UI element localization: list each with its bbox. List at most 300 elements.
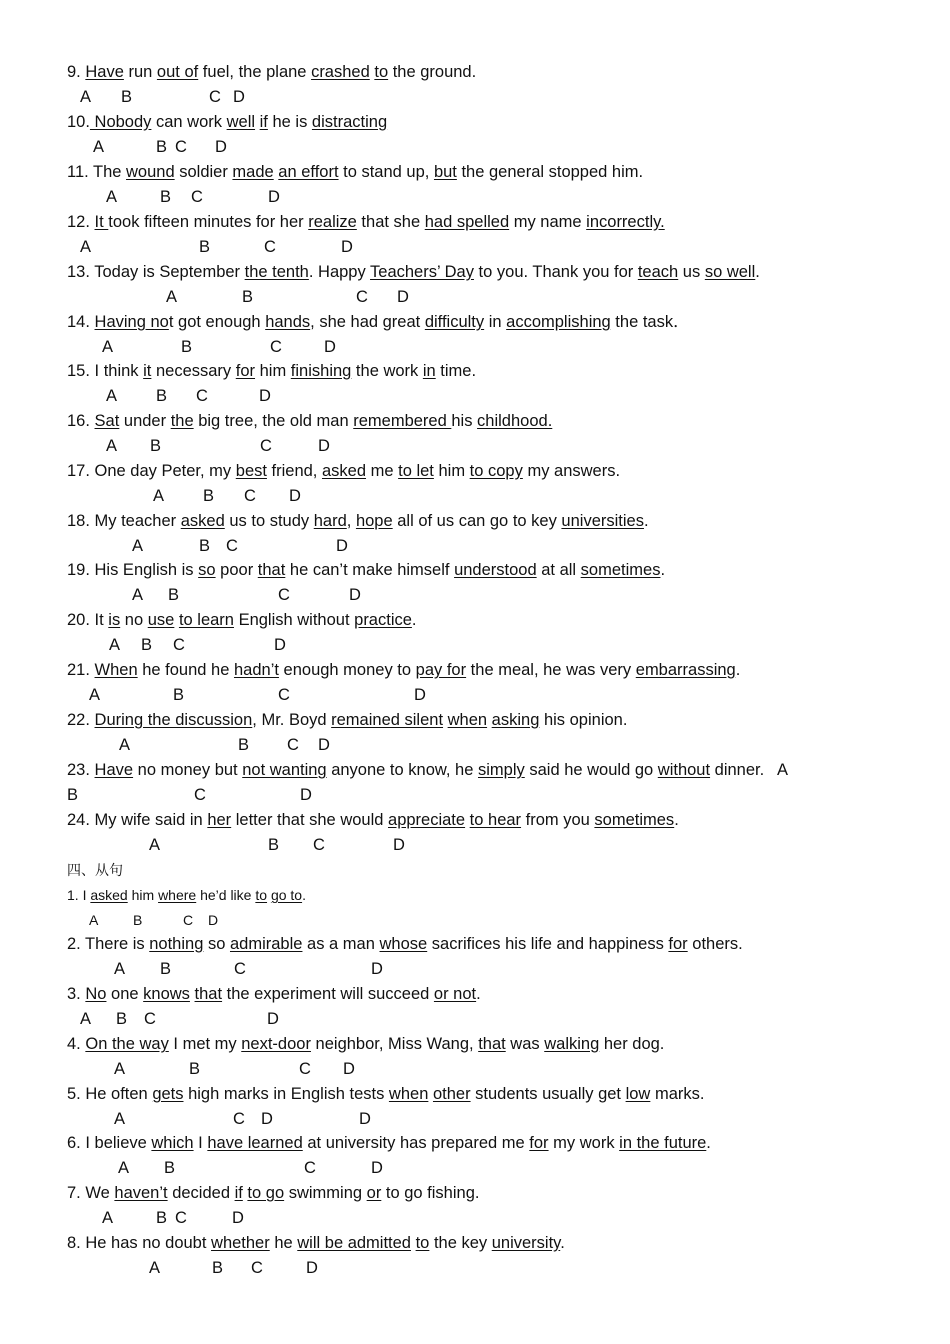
underlined-option: if xyxy=(234,1184,243,1202)
underlined-option: to learn xyxy=(178,611,234,629)
sentence-text: 10. xyxy=(67,113,90,131)
sentence-text: 2. There is xyxy=(67,935,150,953)
underlined-option: next-door xyxy=(241,1035,311,1053)
underlined-option: in the future xyxy=(619,1134,707,1152)
option-letter: C xyxy=(175,138,187,156)
question-a-sentence xyxy=(67,361,476,381)
underlined-option: if xyxy=(259,113,268,131)
option-letter: C xyxy=(175,1209,187,1227)
question-a-sentence xyxy=(67,660,740,680)
sentence-text: 23. xyxy=(67,761,95,779)
sentence-text: from you xyxy=(521,811,595,829)
underlined-option: but xyxy=(433,163,457,181)
option-letter: D xyxy=(232,1209,244,1227)
sentence-text: others. xyxy=(687,935,743,953)
option-letter: C xyxy=(270,338,282,356)
underlined-option: understood xyxy=(454,561,537,579)
sentence-text: me xyxy=(366,462,399,480)
underlined-option: Have xyxy=(85,63,124,81)
option-letter: C xyxy=(196,387,208,405)
option-letter: B xyxy=(268,836,280,854)
underlined-option: her xyxy=(207,811,232,829)
sentence-text: marks. xyxy=(650,1085,705,1103)
sentence-text: 16. xyxy=(67,412,95,430)
underlined-option: is xyxy=(108,611,121,629)
question-b-sentence xyxy=(67,934,743,954)
option-letter: D xyxy=(349,586,361,604)
sentence-text: he can’t make himself xyxy=(285,561,455,579)
option-letter: C xyxy=(299,1060,311,1078)
option-letter: D xyxy=(371,960,383,978)
sentence-text: him xyxy=(433,462,470,480)
option-letter: D xyxy=(289,487,301,505)
option-letter: B xyxy=(133,912,143,928)
underlined-option: admirable xyxy=(229,935,303,953)
sentence-text: he xyxy=(269,1234,298,1252)
underlined-option: gets xyxy=(152,1085,184,1103)
sentence-text: took fifteen minutes for her xyxy=(108,213,309,231)
option-letter: B xyxy=(164,1159,176,1177)
underlined-option: when xyxy=(447,711,488,729)
sentence-text: no xyxy=(120,611,148,629)
underlined-option: Teachers’ Day xyxy=(370,263,474,281)
underlined-option: that xyxy=(194,985,223,1003)
underlined-option: No xyxy=(85,985,107,1003)
question-a-sentence xyxy=(67,810,679,830)
sentence-text: so xyxy=(203,935,230,953)
sentence-text: her dog. xyxy=(599,1035,665,1053)
option-letter: B xyxy=(160,188,172,206)
underlined-option: whose xyxy=(379,935,428,953)
sentence-text: , she had great xyxy=(310,313,425,331)
sentence-text: enough money to xyxy=(278,661,416,679)
underlined-option: which xyxy=(151,1134,194,1152)
sentence-text: that she xyxy=(356,213,425,231)
option-letter: A xyxy=(106,188,118,206)
sentence-text: in xyxy=(484,313,507,331)
question-b-sentence xyxy=(67,1084,704,1104)
sentence-text: soldier xyxy=(174,163,233,181)
sentence-text: 13. Today is September xyxy=(67,263,245,281)
underlined-option: not wanting xyxy=(242,761,327,779)
underlined-option: in xyxy=(422,362,436,380)
sentence-text: , xyxy=(346,512,356,530)
option-letter: C xyxy=(356,288,368,306)
sentence-text: 24. My wife said in xyxy=(67,811,208,829)
underlined-option: to hear xyxy=(469,811,522,829)
sentence-text: us to study xyxy=(224,512,314,530)
underlined-option: remembered xyxy=(353,412,452,430)
underlined-option: to xyxy=(374,63,389,81)
option-letter: A xyxy=(114,1060,126,1078)
sentence-text: 6. I believe xyxy=(67,1134,152,1152)
underlined-option: made xyxy=(232,163,274,181)
option-letter: B xyxy=(242,288,254,306)
option-letter: A xyxy=(149,836,161,854)
underlined-option: nothing xyxy=(149,935,204,953)
question-a-sentence xyxy=(67,162,643,182)
sentence-text: 8. He has no doubt xyxy=(67,1234,212,1252)
underlined-option: practice xyxy=(354,611,412,629)
option-letter: B xyxy=(116,1010,128,1028)
option-letter: D xyxy=(324,338,336,356)
question-a-sentence xyxy=(67,511,649,531)
sentence-text: he’d like xyxy=(196,887,256,903)
sentence-text: one xyxy=(106,985,144,1003)
underlined-option: asked xyxy=(321,462,367,480)
sentence-text: fuel, the plane xyxy=(198,63,312,81)
question-b-sentence xyxy=(67,1133,711,1153)
underlined-option: well xyxy=(226,113,256,131)
sentence-text: under xyxy=(119,412,171,430)
sentence-text: letter that she would xyxy=(231,811,389,829)
option-letter: D xyxy=(397,288,409,306)
underlined-option: teach xyxy=(637,263,679,281)
sentence-text: friend, xyxy=(266,462,322,480)
option-letter: B xyxy=(238,736,250,754)
sentence-text: 9. xyxy=(67,63,86,81)
option-letter: D xyxy=(306,1259,318,1277)
option-letter: C xyxy=(304,1159,316,1177)
sentence-text: , Mr. Boyd xyxy=(252,711,332,729)
sentence-text: dinner. A xyxy=(710,761,789,779)
option-letter: B xyxy=(150,437,162,455)
underlined-option: embarrassing xyxy=(635,661,736,679)
option-letter: A xyxy=(106,387,118,405)
sentence-text: . xyxy=(560,1234,565,1252)
sentence-text: can work xyxy=(151,113,227,131)
option-letter: A xyxy=(132,586,144,604)
underlined-option: During the discussion xyxy=(94,711,253,729)
question-b-sentence xyxy=(67,984,481,1004)
sentence-text: 14. xyxy=(67,313,95,331)
sentence-text: him xyxy=(255,362,291,380)
underlined-option: an effort xyxy=(278,163,339,181)
section-title: 四、从句 xyxy=(67,863,123,879)
sentence-text: . Happy xyxy=(308,263,371,281)
option-letter: C xyxy=(194,786,206,804)
underlined-option: wound xyxy=(126,163,175,181)
question-b-sentence xyxy=(67,1233,565,1253)
sentence-text: . xyxy=(302,887,306,903)
underlined-option: have learned xyxy=(207,1134,303,1152)
option-letter: A xyxy=(80,88,92,106)
underlined-option: Have xyxy=(94,761,134,779)
option-letter: D xyxy=(359,1110,371,1128)
option-letter: C xyxy=(251,1259,263,1277)
underlined-option: hard xyxy=(313,512,347,530)
underlined-option: or xyxy=(366,1184,382,1202)
sentence-text: I xyxy=(193,1134,208,1152)
underlined-option: that xyxy=(478,1035,506,1053)
sentence-text: the meal, he was very xyxy=(466,661,636,679)
underlined-option: that xyxy=(257,561,286,579)
underlined-option: simply xyxy=(478,761,525,779)
underlined-option: sometimes xyxy=(580,561,661,579)
sentence-text: his xyxy=(451,412,478,430)
underlined-option: pay for xyxy=(415,661,467,679)
option-letter: C xyxy=(183,912,194,928)
sentence-text: . xyxy=(674,811,679,829)
sentence-text: . xyxy=(643,512,649,530)
option-letter: A xyxy=(80,1010,92,1028)
underlined-option: sometimes xyxy=(594,811,675,829)
option-letter: B xyxy=(189,1060,201,1078)
underlined-option: had spelled xyxy=(424,213,510,231)
underlined-option: other xyxy=(432,1085,471,1103)
sentence-text: my name xyxy=(509,213,587,231)
sentence-text: at university has prepared me xyxy=(302,1134,530,1152)
option-letter: C xyxy=(233,1110,245,1128)
sentence-text: 22. xyxy=(67,711,95,729)
underlined-option: use xyxy=(147,611,175,629)
underlined-option: finishing xyxy=(290,362,352,380)
underlined-option: to go xyxy=(247,1184,285,1202)
sentence-text: 4. xyxy=(67,1035,86,1053)
option-letter: A xyxy=(102,1209,114,1227)
option-letter: C xyxy=(313,836,325,854)
sentence-text: English without xyxy=(233,611,355,629)
underlined-option: crashed xyxy=(311,63,370,81)
option-letter: D xyxy=(341,238,353,256)
underlined-option: haven’t xyxy=(114,1184,168,1202)
sentence-text: . xyxy=(476,985,481,1003)
underlined-option: for xyxy=(668,935,688,953)
option-letter: A xyxy=(118,1159,130,1177)
underlined-option: the tenth xyxy=(244,263,309,281)
underlined-option: accomplishing xyxy=(506,313,611,331)
underlined-option: for xyxy=(529,1134,549,1152)
option-letter: C xyxy=(234,960,246,978)
sentence-text: . xyxy=(706,1134,711,1152)
option-letter: B xyxy=(156,138,168,156)
option-letter: C xyxy=(191,188,203,206)
underlined-option: university xyxy=(491,1234,561,1252)
question-a-sentence xyxy=(67,560,665,580)
sentence-text: 21. xyxy=(67,661,95,679)
option-letter: B xyxy=(181,338,193,356)
option-letter: B xyxy=(67,786,79,804)
option-letter: D xyxy=(336,537,348,555)
option-letter: D xyxy=(268,188,280,206)
sentence-text: 15. I think xyxy=(67,362,144,380)
sentence-text: . xyxy=(411,611,417,629)
question-a-sentence xyxy=(67,411,552,431)
underlined-option: asked xyxy=(180,512,225,530)
option-letter: C xyxy=(260,437,272,455)
option-letter: A xyxy=(114,1110,126,1128)
underlined-option: so xyxy=(198,561,216,579)
underlined-option: remained silent xyxy=(331,711,444,729)
option-letter: A xyxy=(102,338,114,356)
option-letter: C xyxy=(209,88,221,106)
sentence-text: 5. He often xyxy=(67,1085,153,1103)
underlined-option: out of xyxy=(156,63,199,81)
sentence-text: my work xyxy=(548,1134,620,1152)
underlined-option: asked xyxy=(90,887,128,903)
sentence-text: he found he xyxy=(137,661,234,679)
sentence-text: 17. One day Peter, my xyxy=(67,462,236,480)
sentence-text: t got enough xyxy=(168,313,266,331)
question-a-sentence xyxy=(67,461,620,481)
option-letter: B xyxy=(160,960,172,978)
sentence-text: ． xyxy=(673,313,690,331)
option-letter: B xyxy=(121,88,133,106)
sentence-text: to stand up, xyxy=(338,163,434,181)
sentence-text: the work xyxy=(351,362,423,380)
sentence-text: 7. We xyxy=(67,1184,115,1202)
sentence-text: run xyxy=(123,63,157,81)
sentence-text: time. xyxy=(435,362,477,380)
sentence-text: said he would go xyxy=(524,761,658,779)
underlined-option: to xyxy=(255,887,268,903)
option-letter: C xyxy=(264,238,276,256)
underlined-option: without xyxy=(657,761,711,779)
sentence-text: the key xyxy=(429,1234,492,1252)
question-a-sentence xyxy=(67,212,665,232)
sentence-text: . xyxy=(735,661,741,679)
underlined-option: go to xyxy=(270,887,303,903)
sentence-text: 20. It xyxy=(67,611,109,629)
option-letter: D xyxy=(215,138,227,156)
option-letter: A xyxy=(149,1259,161,1277)
sentence-text: my answers. xyxy=(522,462,621,480)
sentence-text: no money but xyxy=(133,761,243,779)
underlined-option: It xyxy=(94,213,109,231)
sentence-text: poor xyxy=(215,561,258,579)
option-letter: D xyxy=(267,1010,279,1028)
sentence-text: us xyxy=(678,263,705,281)
option-letter: B xyxy=(173,686,185,704)
underlined-option: to xyxy=(415,1234,430,1252)
underlined-option: Having no xyxy=(94,313,169,331)
underlined-option: hands xyxy=(265,313,311,331)
question-b-sentence xyxy=(67,1034,664,1054)
option-letter: A xyxy=(89,912,99,928)
sentence-text: anyone to know, he xyxy=(326,761,478,779)
option-letter: D xyxy=(371,1159,383,1177)
sentence-text: 19. His English is xyxy=(67,561,199,579)
underlined-option: will be admitted xyxy=(297,1234,411,1252)
option-letter: B xyxy=(199,537,211,555)
sentence-text: high marks in English tests xyxy=(183,1085,389,1103)
option-letter: A xyxy=(109,636,121,654)
underlined-option: realize xyxy=(308,213,357,231)
option-letter: D xyxy=(343,1060,355,1078)
option-letter: C xyxy=(226,537,238,555)
underlined-option: childhood. xyxy=(477,412,553,430)
option-letter: A xyxy=(132,537,144,555)
sentence-text: big tree, the old man xyxy=(193,412,354,430)
sentence-text: his opinion. xyxy=(539,711,628,729)
sentence-text: 18. My teacher xyxy=(67,512,181,530)
option-letter: C xyxy=(244,487,256,505)
option-letter: B xyxy=(199,238,211,256)
option-letter: B xyxy=(203,487,215,505)
sentence-text: I met my xyxy=(168,1035,242,1053)
question-a-sentence xyxy=(67,312,690,332)
underlined-option: to copy xyxy=(469,462,523,480)
underlined-option: Sat xyxy=(94,412,120,430)
option-letter: A xyxy=(153,487,165,505)
underlined-option: difficulty xyxy=(424,313,485,331)
option-letter: B xyxy=(156,1209,168,1227)
underlined-option: where xyxy=(158,887,197,903)
sentence-text: . xyxy=(755,263,760,281)
option-letter: C xyxy=(278,686,290,704)
underlined-option: the xyxy=(170,412,194,430)
option-letter: B xyxy=(141,636,153,654)
question-a-sentence xyxy=(67,262,760,282)
sentence-text: to go fishing. xyxy=(381,1184,480,1202)
question-a-sentence xyxy=(67,760,788,780)
sentence-text: . xyxy=(660,561,666,579)
sentence-text: as a man xyxy=(302,935,380,953)
underlined-option: best xyxy=(235,462,267,480)
underlined-option: appreciate xyxy=(388,811,466,829)
option-letter: A xyxy=(80,238,92,256)
sentence-text: sacrifices his life and happiness xyxy=(427,935,669,953)
underlined-option: when xyxy=(388,1085,429,1103)
underlined-option: or not xyxy=(433,985,477,1003)
underlined-option: hadn’t xyxy=(233,661,279,679)
sentence-text: at all xyxy=(536,561,581,579)
option-letter: D xyxy=(300,786,312,804)
underlined-option: On the way xyxy=(85,1035,169,1053)
underlined-option: low xyxy=(625,1085,651,1103)
sentence-text: the experiment will succeed xyxy=(222,985,434,1003)
underlined-option: distracting xyxy=(311,113,388,131)
sentence-text: 1. I xyxy=(67,887,91,903)
underlined-option: universities xyxy=(561,512,644,530)
question-a-sentence xyxy=(67,62,476,82)
option-letter: B xyxy=(168,586,180,604)
option-letter: C xyxy=(173,636,185,654)
sentence-text: students usually get xyxy=(470,1085,626,1103)
underlined-option: to let xyxy=(398,462,434,480)
option-letter: D xyxy=(274,636,286,654)
sentence-text: decided xyxy=(167,1184,235,1202)
question-b-sentence xyxy=(67,885,306,905)
sentence-text: 11. The xyxy=(67,163,127,181)
option-letter: D xyxy=(208,912,219,928)
option-letter: A xyxy=(106,437,118,455)
option-letter: C xyxy=(278,586,290,604)
sentence-text: he is xyxy=(267,113,312,131)
underlined-option: asking xyxy=(491,711,540,729)
underlined-option: incorrectly. xyxy=(586,213,665,231)
sentence-text: the ground. xyxy=(388,63,477,81)
underlined-option: for xyxy=(235,362,256,380)
option-letter: D xyxy=(318,437,330,455)
sentence-text: 12. xyxy=(67,213,95,231)
option-letter: A xyxy=(114,960,126,978)
question-a-sentence xyxy=(67,610,417,630)
underlined-option: knows xyxy=(143,985,190,1003)
option-letter: C xyxy=(287,736,299,754)
option-letter: A xyxy=(89,686,101,704)
sentence-text: swimming xyxy=(284,1184,367,1202)
sentence-text: neighbor, Miss Wang, xyxy=(310,1035,479,1053)
sentence-text: necessary xyxy=(151,362,236,380)
option-letter: D xyxy=(393,836,405,854)
option-letter: A xyxy=(93,138,105,156)
option-letter: C xyxy=(144,1010,156,1028)
underlined-option: walking xyxy=(544,1035,600,1053)
underlined-option: whether xyxy=(211,1234,270,1252)
sentence-text: the general stopped him. xyxy=(456,163,644,181)
option-letter: A xyxy=(166,288,178,306)
